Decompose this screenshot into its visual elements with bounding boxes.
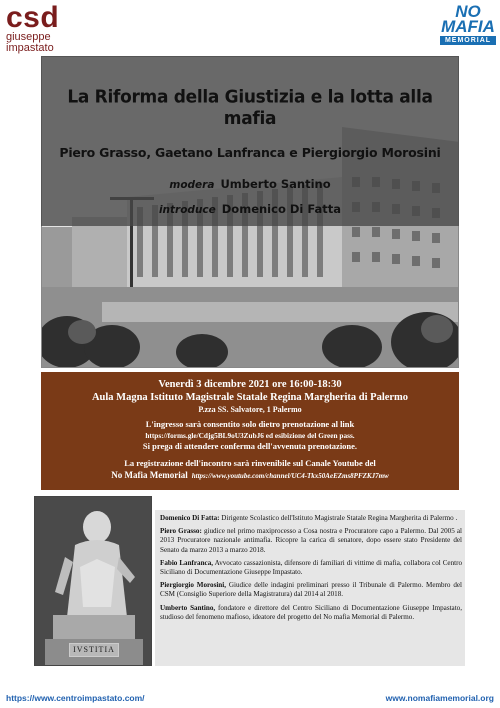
event-venue: Aula Magna Istituto Magistrale Statale Regina Margherita di Palermo [91,392,409,403]
event-speakers: Piero Grasso, Gaetano Lanfranca e Piergiorgio Morosini [59,145,441,160]
bio-text: Giudice delle indagini preliminari presso il Tribunale di Palermo. Membro del CSM (Consiglio Superiore della Magistratura) dal 2014 al 2018. [160,581,462,599]
bio-name: Fabio Lanfranca, [160,558,214,567]
bio-grasso [160,527,462,555]
bio-lanfranca [160,559,462,577]
speaker-bios [155,510,465,666]
bio-text: giudice nel primo maxiprocesso a Cosa nostra e Procuratore capo a Palermo. Dal 2005 al 2013 Procuratore nazionale antimafia. Ricopre la carica di senatore, dopo essere stato Presidente del Senato da marzo 2013 a marzo 2018. [160,527,463,554]
csd-logo-mark: csd [6,1,60,34]
event-introducer [41,202,459,216]
nomafia-memorial-logo [440,4,496,45]
bio-text: Avvocato cassazionista, difensore di familiari di vittime di mafia, collabora col Centro Siciliano di Documentazione Giuseppe Impastato. [160,558,463,577]
youtube-channel [41,469,459,482]
bio-name: Domenico Di Fatta: [160,514,220,522]
recording-text: La registrazione dell'incontro sarà rinvenibile sul Canale Youtube del [124,458,376,468]
csd-logo-line2: impastato [6,42,54,54]
bio-name: Piergiorgio Morosini, [160,581,226,590]
introducer-role: introduce [158,204,216,216]
statue-plaque: IVSTITIA [69,643,119,657]
youtube-channel-link[interactable]: https://www.youtube.com/channel/UC4-Tkx50AeEZms8PFZKJ7mw [191,472,389,480]
introducer-name: Domenico Di Fatta [221,202,342,216]
youtube-channel-name: No Mafia Memorial [111,470,188,480]
event-info-box [41,372,459,490]
csd-logo-line1: giuseppe [6,31,51,43]
footer-link-nomafiamemorial[interactable]: www.nomafiamemorial.org [385,693,494,703]
nomafia-logo-memorial: MEMORIAL [440,36,496,45]
justice-statue-photo [34,496,152,666]
bio-di-fatta [160,514,462,523]
event-address: P.zza SS. Salvatore, 1 Palermo [198,405,302,414]
bio-name: Piero Grasso: [160,527,202,536]
event-date-time: Venerdì 3 dicembre 2021 ore 16:00-18:30 [158,379,342,390]
booking-link[interactable]: https://forms.gle/Cdjg5BL9oU3ZubJ6 ed esibizione del Green pass. [145,431,355,440]
moderator-role: modera [169,179,215,191]
footer-link-centroimpastato[interactable]: https://www.centroimpastato.com/ [6,693,145,703]
nomafia-logo-no: NO [455,2,481,21]
title-overlay-panel [41,56,459,226]
bio-text: Dirigente Scolastico dell'Istituto Magistrale Statale Regina Margherita di Palermo . [219,514,458,522]
booking-wait-note: Si prega di attendere conferma dell'avvenuta prenotazione. [142,441,358,451]
csd-logo [6,1,96,54]
bio-name: Umberto Santino, [160,603,216,612]
bio-santino [160,604,462,622]
statue-drawing [35,497,152,666]
event-title: La Riforma della Giustizia e la lotta alla mafia [67,87,433,129]
event-moderator [41,177,459,191]
booking-text: L'ingresso sarà consentito solo dietro prenotazione al link [145,419,355,429]
bio-morosini [160,581,462,599]
bio-text: fondatore e direttore del Centro Siciliano di Documentazione Giuseppe Impastato, studioso del fenomeno mafioso, ideatore del progetto del No mafia Memorial di Palermo. [160,603,462,621]
moderator-name: Umberto Santino [220,177,331,191]
nomafia-logo-mafia: MAFIA [441,17,495,36]
